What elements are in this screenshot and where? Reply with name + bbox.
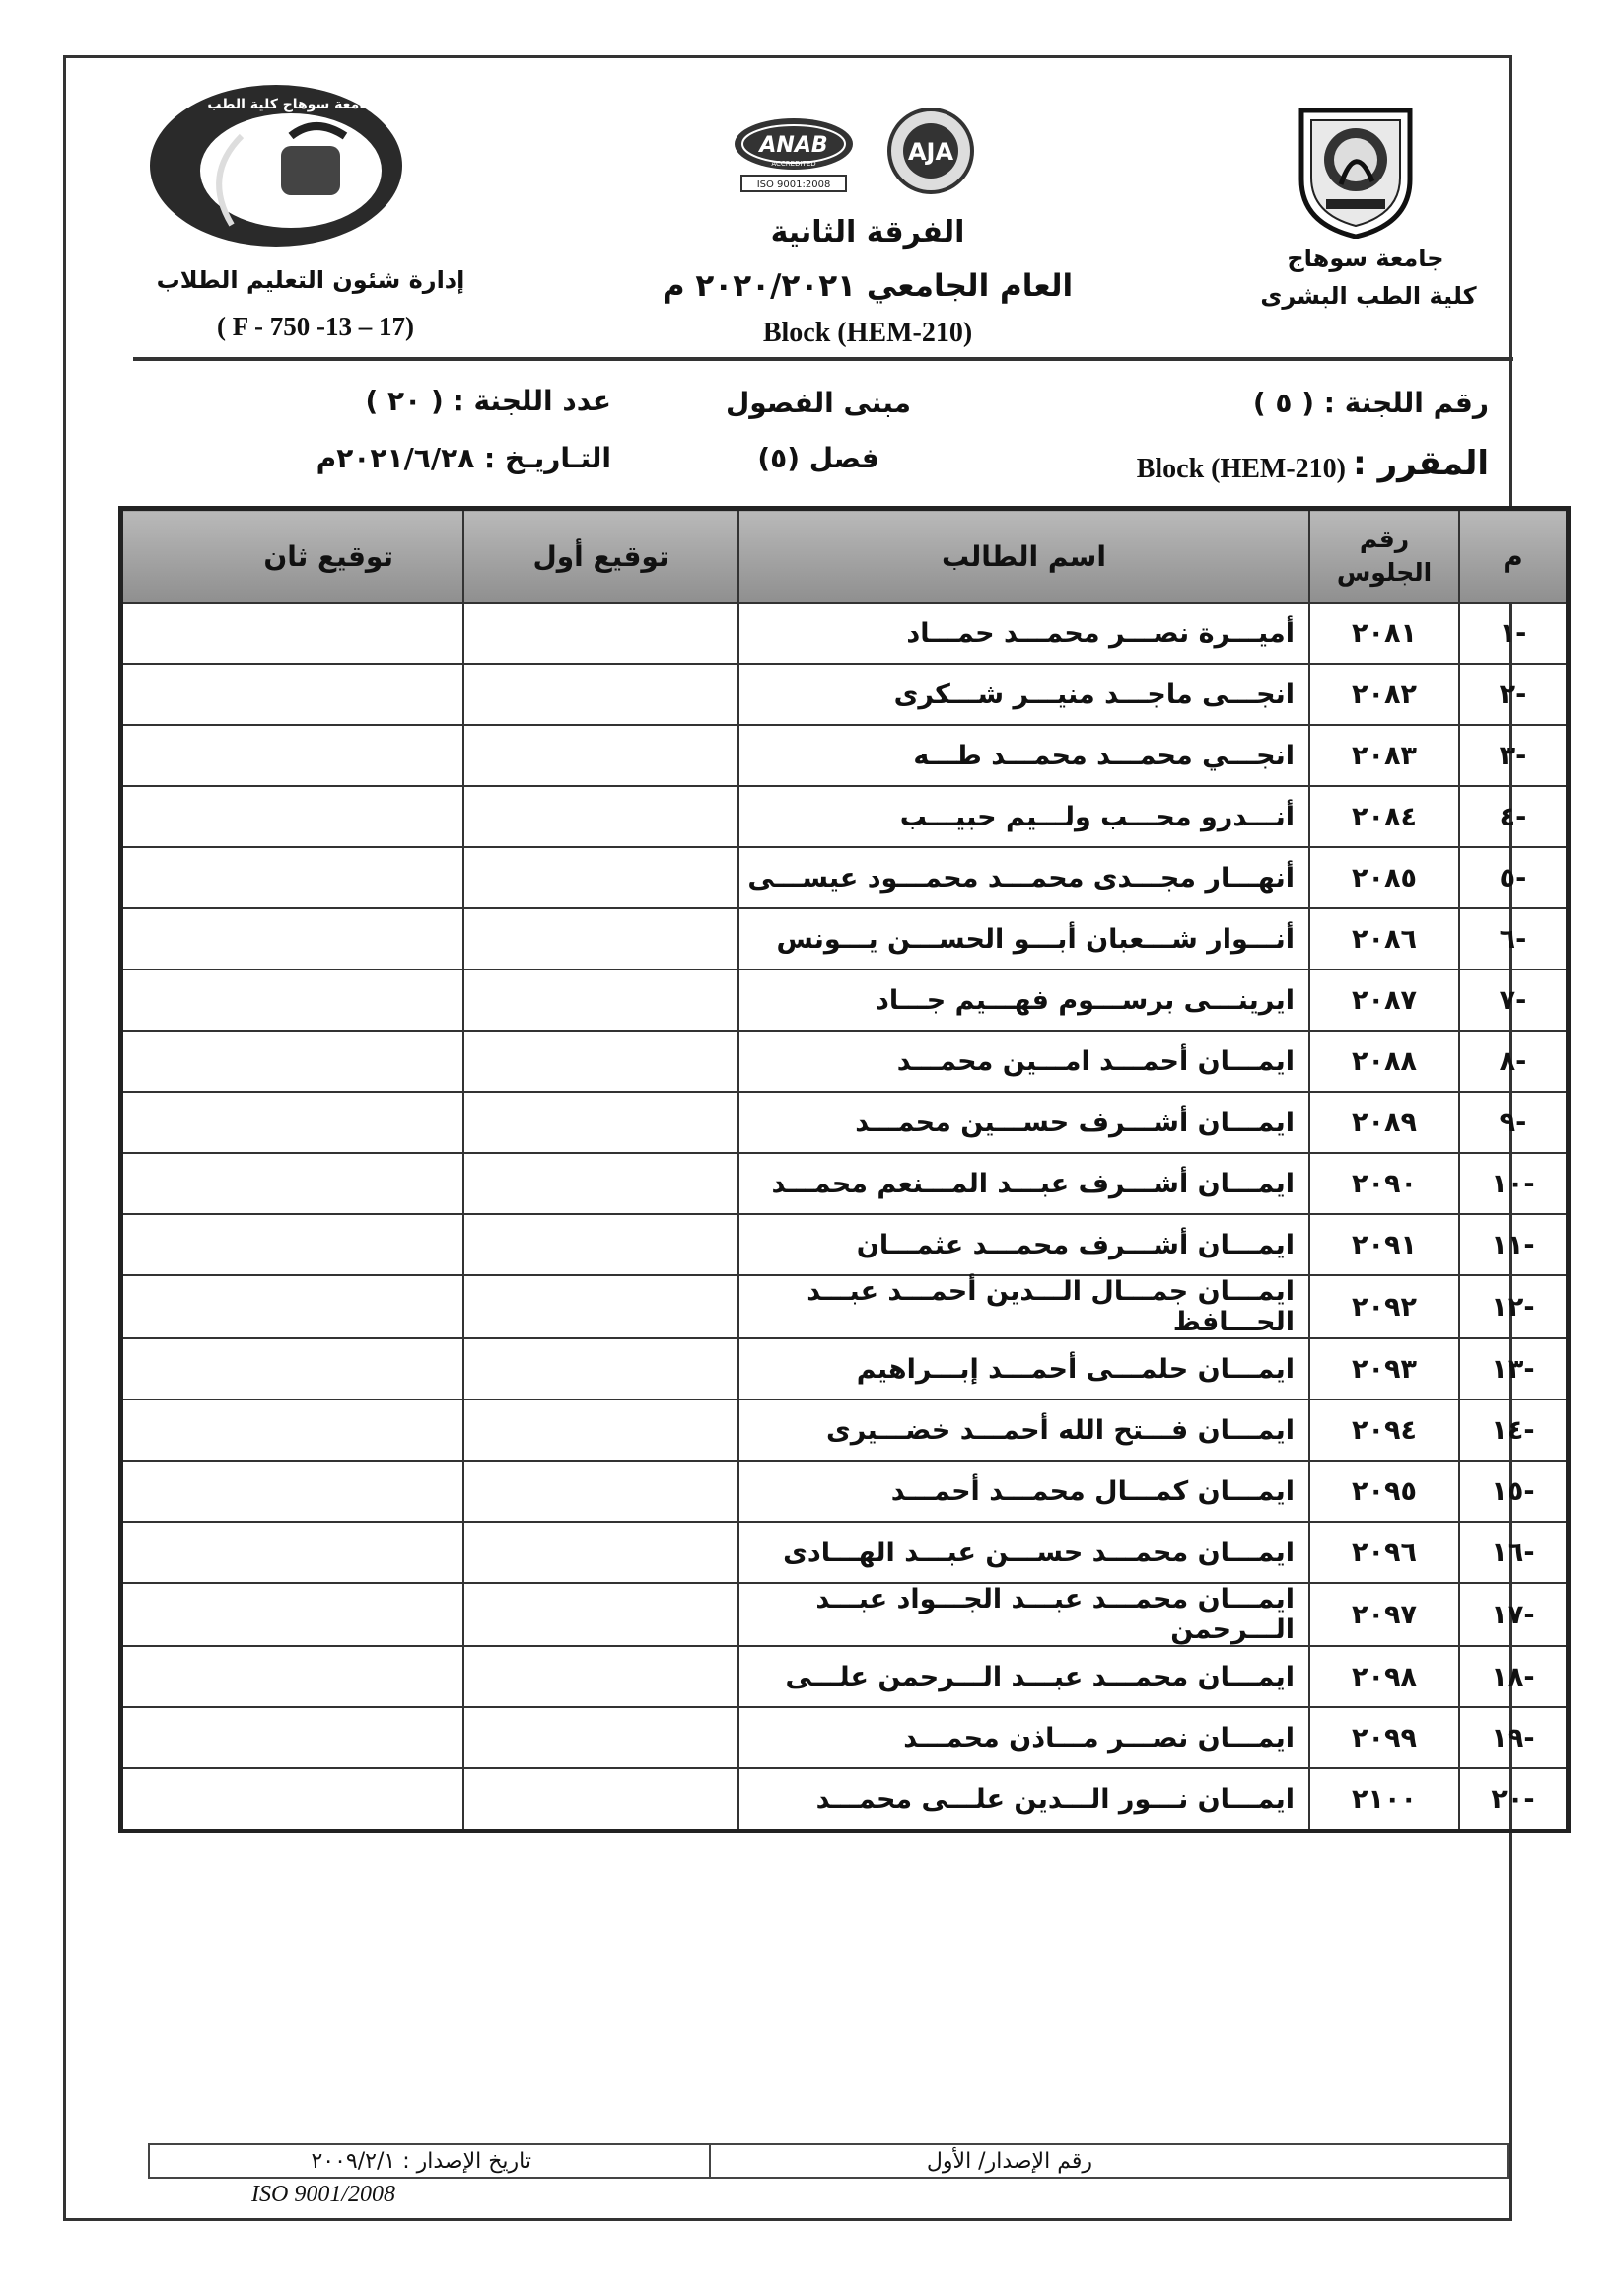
row-index: -١٥ (1459, 1461, 1569, 1522)
block-code: Block (HEM-210) (762, 318, 973, 348)
svg-text:AJA: AJA (907, 138, 954, 166)
table-row (121, 908, 1569, 969)
seat-number: ٢٠٨٥ (1309, 847, 1459, 908)
row-index: -١٧ (1459, 1583, 1569, 1646)
table-row (121, 1153, 1569, 1214)
seat-number: ٢٠٩٧ (1309, 1583, 1459, 1646)
student-name: ايمـــان أحمـــد امـــين محمـــد (738, 1031, 1309, 1092)
first-signature-cell (463, 725, 738, 786)
header-seat-number: رقم الجلوس (1309, 509, 1459, 604)
row-index: -١٤ (1459, 1399, 1569, 1461)
row-index: -٤ (1459, 786, 1569, 847)
seat-number: ٢٠٩٦ (1309, 1522, 1459, 1583)
first-signature-cell (463, 1461, 738, 1522)
first-signature-cell (463, 1707, 738, 1768)
student-name: أميـــرة نصـــر محمـــد حمـــاد (738, 603, 1309, 664)
university-name: جامعة سوهاج (1287, 245, 1444, 272)
course-label: المقرر : (1353, 444, 1489, 483)
faculty-name: كلية الطب البشرى (1260, 282, 1477, 310)
seat-number: ٢١٠٠ (1309, 1768, 1459, 1831)
student-name: ايمـــان كمـــال محمـــد أحمـــد (738, 1461, 1309, 1522)
table-row (121, 1399, 1569, 1461)
seat-number: ٢٠٨٧ (1309, 969, 1459, 1031)
course-value: Block (HEM-210) (1136, 454, 1346, 484)
first-signature-cell (463, 1338, 738, 1399)
second-signature-cell (121, 1646, 464, 1707)
first-signature-cell (463, 664, 738, 725)
second-signature-cell (121, 786, 464, 847)
seat-number: ٢٠٩٢ (1309, 1275, 1459, 1338)
student-name: ايمـــان أشـــرف عبـــد المـــنعم محمـــد (738, 1153, 1309, 1214)
first-signature-cell (463, 908, 738, 969)
svg-text:جامعة سوهاج كلية الطب: جامعة سوهاج كلية الطب (207, 97, 375, 112)
student-name: ايمـــان محمـــد عبـــد الـــرحمن علـــى (738, 1646, 1309, 1707)
second-signature-cell (121, 725, 464, 786)
table-row (121, 1768, 1569, 1831)
seat-number: ٢٠٨٩ (1309, 1092, 1459, 1153)
table-row (121, 1031, 1569, 1092)
second-signature-cell (121, 1768, 464, 1831)
second-signature-cell (121, 1522, 464, 1583)
first-signature-cell (463, 1522, 738, 1583)
header-second-signature: توقيع ثان (121, 509, 464, 604)
faculty-logo (143, 77, 409, 254)
department-name: إدارة شئون التعليم الطلاب (156, 266, 465, 294)
student-name: ايمـــان محمـــد عبـــد الجـــواد عبـــد الـــرحمن (738, 1583, 1309, 1646)
form-code: ( F - 750 -13 – 17) (217, 312, 414, 341)
seat-number: ٢٠٩٩ (1309, 1707, 1459, 1768)
second-signature-cell (121, 1214, 464, 1275)
second-signature-cell (121, 664, 464, 725)
table-row (121, 786, 1569, 847)
row-index: -١٠ (1459, 1153, 1569, 1214)
building-name: مبنى الفصول (726, 387, 911, 419)
student-name: أنهـــار مجـــدى محمـــد محمـــود عيســـى (738, 847, 1309, 908)
first-signature-cell (463, 847, 738, 908)
second-signature-cell (121, 1399, 464, 1461)
first-signature-cell (463, 603, 738, 664)
iso-footer: ISO 9001/2008 (251, 2182, 395, 2207)
header-first-signature: توقيع أول (463, 509, 738, 604)
second-signature-cell (121, 908, 464, 969)
student-name: ايمـــان محمـــد حســـن عبـــد الهـــادى (738, 1522, 1309, 1583)
row-index: -١٣ (1459, 1338, 1569, 1399)
seat-number: ٢٠٨٢ (1309, 664, 1459, 725)
first-signature-cell (463, 1646, 738, 1707)
seat-number: ٢٠٨٨ (1309, 1031, 1459, 1092)
student-name: ايرينـــى برســـوم فهـــيم جـــاد (738, 969, 1309, 1031)
seat-number: ٢٠٩٠ (1309, 1153, 1459, 1214)
second-signature-cell (121, 969, 464, 1031)
table-row (121, 969, 1569, 1031)
table-row (121, 1646, 1569, 1707)
table-row (121, 1583, 1569, 1646)
committee-count: عدد اللجنة : ( ٢٠ ) (365, 385, 611, 417)
committee-number: رقم اللجنة : ( ٥ ) (1252, 387, 1489, 419)
row-index: -١٦ (1459, 1522, 1569, 1583)
seat-number: ٢٠٩٥ (1309, 1461, 1459, 1522)
svg-text:ISO 9001:2008: ISO 9001:2008 (756, 179, 831, 190)
first-signature-cell (463, 1583, 738, 1646)
row-index: -٥ (1459, 847, 1569, 908)
seat-number: ٢٠٩٨ (1309, 1646, 1459, 1707)
svg-text:ANAB: ANAB (759, 133, 828, 158)
first-signature-cell (463, 969, 738, 1031)
university-seal-logo (1282, 91, 1430, 239)
student-name: انجـــي محمـــد محمـــد طـــه (738, 725, 1309, 786)
row-index: -٩ (1459, 1092, 1569, 1153)
second-signature-cell (121, 1153, 464, 1214)
student-name: ايمـــان فـــتح الله أحمـــد خضـــيرى (738, 1399, 1309, 1461)
anab-badge (730, 110, 858, 195)
student-name: ايمـــان نـــور الـــدين علـــى محمـــد (738, 1768, 1309, 1831)
header-student-name: اسم الطالب (738, 509, 1309, 604)
header-index: م (1459, 509, 1569, 604)
table-row (121, 847, 1569, 908)
student-name: ايمـــان أشـــرف حســـين محمـــد (738, 1092, 1309, 1153)
table-row (121, 1461, 1569, 1522)
seat-number: ٢٠٨٣ (1309, 725, 1459, 786)
seat-number: ٢٠٩٣ (1309, 1338, 1459, 1399)
issue-number: رقم الإصدار/ الأول (709, 2145, 1507, 2177)
row-index: -١٨ (1459, 1646, 1569, 1707)
second-signature-cell (121, 1031, 464, 1092)
row-index: -١٢ (1459, 1275, 1569, 1338)
aja-badge (872, 107, 990, 195)
first-signature-cell (463, 1768, 738, 1831)
first-signature-cell (463, 786, 738, 847)
second-signature-cell (121, 847, 464, 908)
row-index: -١٩ (1459, 1707, 1569, 1768)
table-row (121, 1092, 1569, 1153)
exam-date: التـاريـخ : ٢٠٢١/٦/٢٨م (316, 442, 611, 474)
student-name: أنـــدرو محـــب ولـــيم حبيـــب (738, 786, 1309, 847)
row-index: -١١ (1459, 1214, 1569, 1275)
table-row (121, 1707, 1569, 1768)
row-index: -٢٠ (1459, 1768, 1569, 1831)
seat-number: ٢٠٨١ (1309, 603, 1459, 664)
student-name: ايمـــان جمـــال الـــدين أحمـــد عبـــد الحـــافظ (738, 1275, 1309, 1338)
second-signature-cell (121, 1092, 464, 1153)
second-signature-cell (121, 1583, 464, 1646)
student-name: انجـــى ماجـــد منيـــر شـــكرى (738, 664, 1309, 725)
issue-date: تاريخ الإصدار : ٢٠٠٩/٢/١ (311, 2148, 531, 2174)
table-row (121, 603, 1569, 664)
first-signature-cell (463, 1214, 738, 1275)
table-row (121, 664, 1569, 725)
table-row (121, 725, 1569, 786)
second-signature-cell (121, 1338, 464, 1399)
second-signature-cell (121, 1707, 464, 1768)
svg-text:ACCREDITED: ACCREDITED (771, 160, 816, 168)
first-signature-cell (463, 1153, 738, 1214)
table-row (121, 1275, 1569, 1338)
footer-issue-box (148, 2143, 1509, 2179)
student-name: ايمـــان حلمـــى أحمـــد إبـــراهيم (738, 1338, 1309, 1399)
seat-number: ٢٠٩٤ (1309, 1399, 1459, 1461)
year-group: الفرقة الثانية (770, 215, 965, 250)
seat-number: ٢٠٩١ (1309, 1214, 1459, 1275)
second-signature-cell (121, 1461, 464, 1522)
first-signature-cell (463, 1275, 738, 1338)
table-row (121, 1214, 1569, 1275)
second-signature-cell (121, 603, 464, 664)
row-index: -٦ (1459, 908, 1569, 969)
row-index: -١ (1459, 603, 1569, 664)
first-signature-cell (463, 1031, 738, 1092)
table-row (121, 1338, 1569, 1399)
academic-year: العام الجامعي ٢٠٢٠/٢٠٢١ م (662, 268, 1074, 304)
table-row (121, 1522, 1569, 1583)
header-divider (133, 357, 1513, 361)
second-signature-cell (121, 1275, 464, 1338)
student-name: ايمـــان نصـــر مـــاذن محمـــد (738, 1707, 1309, 1768)
seat-number: ٢٠٨٤ (1309, 786, 1459, 847)
attendance-table (118, 506, 1571, 1833)
row-index: -٢ (1459, 664, 1569, 725)
student-name: أنـــوار شـــعبان أبـــو الحســـن يـــونس (738, 908, 1309, 969)
row-index: -٨ (1459, 1031, 1569, 1092)
first-signature-cell (463, 1092, 738, 1153)
first-signature-cell (463, 1399, 738, 1461)
classroom: فصل (٥) (757, 442, 879, 474)
row-index: -٣ (1459, 725, 1569, 786)
student-name: ايمـــان أشـــرف محمـــد عثمـــان (738, 1214, 1309, 1275)
row-index: -٧ (1459, 969, 1569, 1031)
seat-number: ٢٠٨٦ (1309, 908, 1459, 969)
table-header-row (121, 509, 1569, 604)
